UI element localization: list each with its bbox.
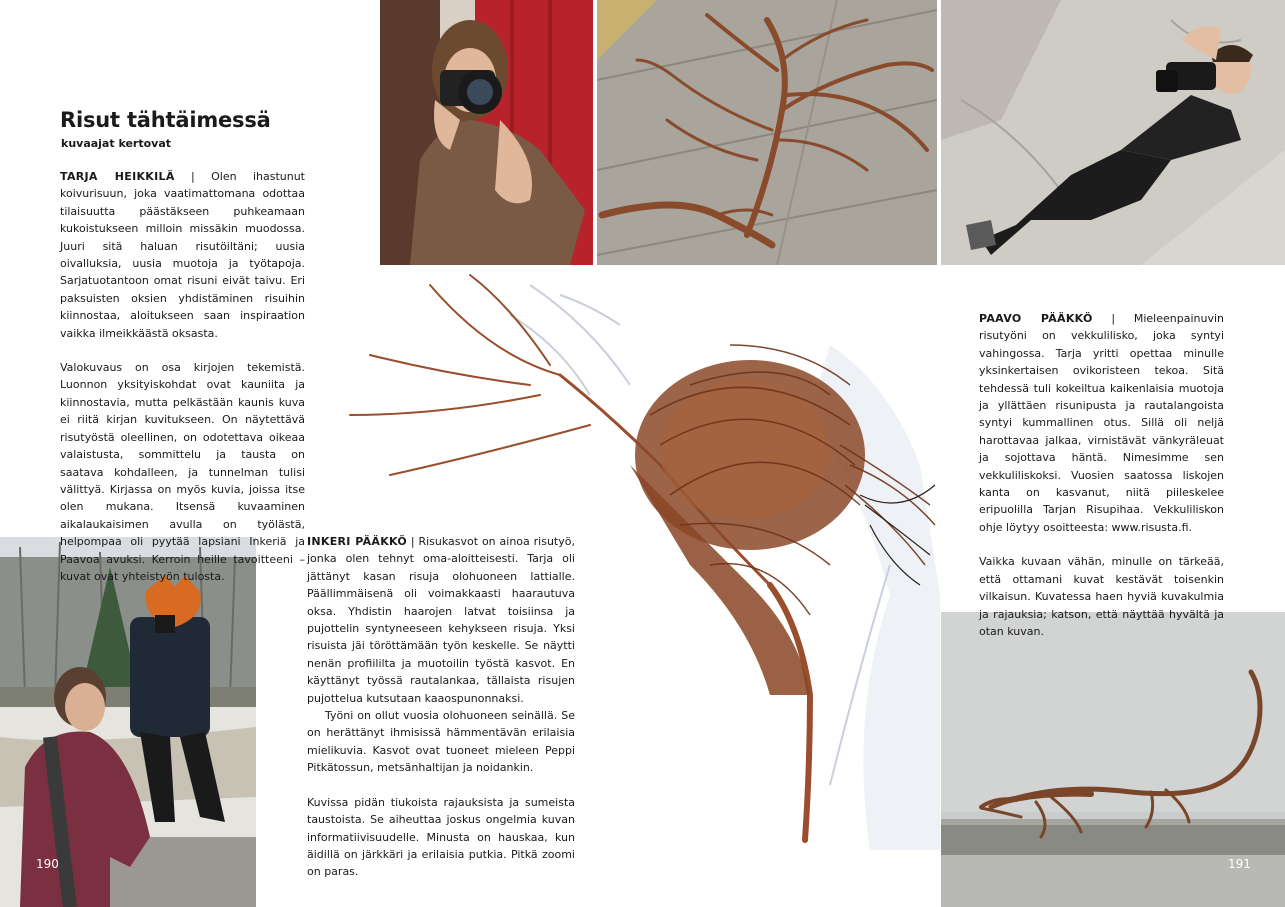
inkeri-paragraph-3: Kuvissa pidän tiukoista rajauksista ja sumeista taustoista. Se aiheuttaa joskus ongelmia kuvan informatiivisuudelle. Minusta on hauskaa, kun äidillä on järkkäri ja erilaisia putkia. Pitkä zoomi on paras. [307, 795, 575, 879]
inkeri-column [307, 533, 575, 881]
tarja-paragraph-1: TARJA HEIKKILÄ | Olen ihastunut koivurisuun, joka vaatimattomana odottaa tilaisuutta päästäkseen puhkeamaan kukoistukseen milloin missäkin muodossa. Juuri sitä haluan risutöiltäni; uusia oivalluksia, uusia muotoja ja työtapoja. Sarjatuotantoon omat risuni eivät taivu. Eri paksuisten oksien yhdistäminen risuihin kiinnostaa, aloitukseen saan inspiraation vaikka ilmeikkäästä oksasta. [60, 170, 305, 340]
inkeri-paragraph-2: Työni on ollut vuosia olohuoneen seinällä. Se on herättänyt ihmisissä hämmentävän erilaisia mielikuvia. Kasvot ovat tuoneet mieleen Peppi Pitkätossun, metsänhaltijan ja noidankin. [307, 709, 575, 775]
page-number-right: 191 [1228, 857, 1251, 871]
article-title: Risut tähtäimessä [60, 108, 271, 132]
article-subtitle: kuvaajat kertovat [61, 137, 172, 150]
paavo-paragraph-1: PAAVO PÄÄKKÖ | Mieleenpainuvin risutyöni on vekkulilisko, joka syntyi vahingossa. Tarja yritti opettaa minulle yksinkertaisen ovikoristeen tekoa. Sitä tehdessä tuli kokeiltua kaikenlaisia muotoja ja yllättäen risunipusta ja rautalangoista syntyi kummallinen otus. Sillä oli neljä harottavaa jalkaa, virnistävät vänkyräleuat ja sojottava häntä. Nimesimme sen vekkuliliskoksi. Vuosien saatossa liskojen kanta on kasvanut, niitä piileskelee eripuolilla Tarjan Risupihaa. Vekkuliliskon ohje löytyy osoitteesta: www.risusta.fi. [979, 312, 1224, 534]
photo-inkeri-and-tarja-outdoors [0, 537, 256, 907]
inkeri-paragraph-1: INKERI PÄÄKKÖ | Risukasvot on ainoa risutyö, jonka olen tehnyt oma-aloitteisesti. Tarja oli jättänyt kasan risuja olohuoneen lattialle. Päällimmäisenä oli voimakkaasti haarautuva oksa. Yhdistin haarojen latvat toisiinsa ja pujottelin syntyneeseen kehykseen risuja. Yksi risuista jäi töröttämään työn keskelle. Se näytti nenän profiililta ja muotoilin työstä kasvot. En käyttänyt työssä rautalankaa, tällaista risujen pujottelua kutsutaan kaaospunonnaksi. [307, 535, 575, 705]
tarja-paragraph-2: Valokuvaus on osa kirjojen tekemistä. Luonnon yksityiskohdat ovat kauniita ja kiinnostavia, mutta pelkästään kaunis kuva ei riitä kirjan kuvitukseen. On näytettävä risutyöstä oleellinen, on odotettava oikeaa valaistusta, sommittelu ja tausta on saatava kohdalleen, ja tunnelman tulisi välittyä. Kirjassa on myös kuvia, joissa itse olen mukana. Itsensä kuvaaminen aikalaukaisimen avulla on työlästä, helpompaa oli pyytää lapsiani Inkeriä ja Paavoa avuksi. Kerroin heille tavoitteeni – kuvat ovat yhteistyön tulosta. [60, 361, 305, 583]
photo-paavo-on-rock [941, 0, 1285, 265]
tarja-name: TARJA HEIKKILÄ [60, 170, 175, 183]
tarja-column [60, 168, 305, 585]
page-number-left: 190 [36, 857, 59, 871]
photo-twig-tree-on-deck [597, 0, 937, 265]
inkeri-name: INKERI PÄÄKKÖ [307, 535, 407, 548]
photo-tarja-with-camera [380, 0, 593, 265]
paavo-paragraph-2: Vaikka kuvaan vähän, minulle on tärkeää, että ottamani kuvat kestävät toisenkin vilkaisun. Kuvatessa haen hyviä kuvakulmia ja rajauksia; katson, että näyttää hyvältä ja otan kuvan. [979, 555, 1224, 638]
paavo-column [979, 310, 1224, 640]
paavo-name: PAAVO PÄÄKKÖ [979, 312, 1093, 325]
